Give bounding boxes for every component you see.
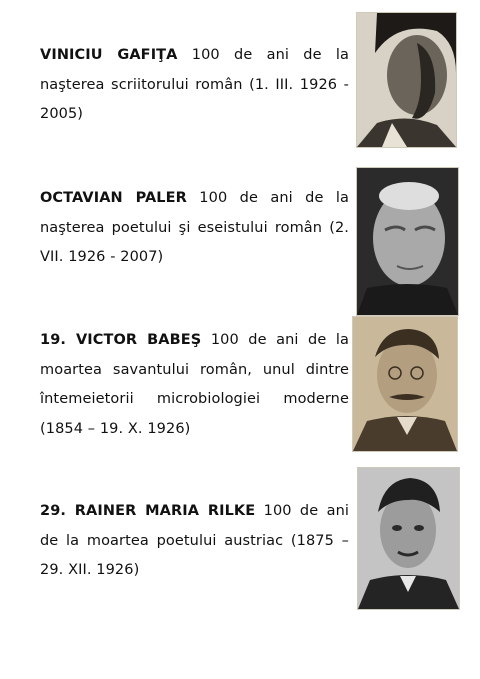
entry-description: 100 de ani de la moartea poetului austriac (1875 – 29. XII. 1926) [40, 503, 349, 578]
portrait-icon [353, 317, 457, 451]
entry-description: 100 de ani de la naşterea scriitorului român (1. III. 1926 - 2005) [40, 47, 349, 122]
entry-description: 100 de ani de la moartea savantului român, unul dintre întemeietorii microbiologiei moderne (1854 – 19. X. 1926) [40, 332, 349, 437]
entry-prefix: 29. [40, 503, 75, 519]
entry-name: OCTAVIAN PALER [40, 190, 187, 206]
portrait-rainer-maria-rilke-photo [357, 467, 460, 610]
portrait-victor-babes-photo [352, 316, 458, 452]
portrait-icon [357, 168, 458, 315]
entry-name: VINICIU GAFIŢA [40, 47, 178, 63]
entry-victor-babes [40, 326, 349, 444]
entry-name: VICTOR BABEŞ [75, 332, 202, 348]
portrait-icon [358, 468, 459, 609]
entry-octavian-paler [40, 184, 349, 273]
portrait-icon [357, 13, 456, 147]
entry-rainer-maria-rilke [40, 497, 349, 586]
entry-description: 100 de ani de la naşterea poetului şi eseistului român (2. VII. 1926 - 2007) [40, 190, 349, 265]
entry-name: RAINER MARIA RILKE [74, 503, 256, 519]
portrait-octavian-paler-photo [356, 167, 459, 316]
portrait-viniciu-gafita-photo [356, 12, 457, 148]
entry-prefix: 19. [40, 332, 76, 348]
entry-viniciu-gafita [40, 41, 349, 130]
